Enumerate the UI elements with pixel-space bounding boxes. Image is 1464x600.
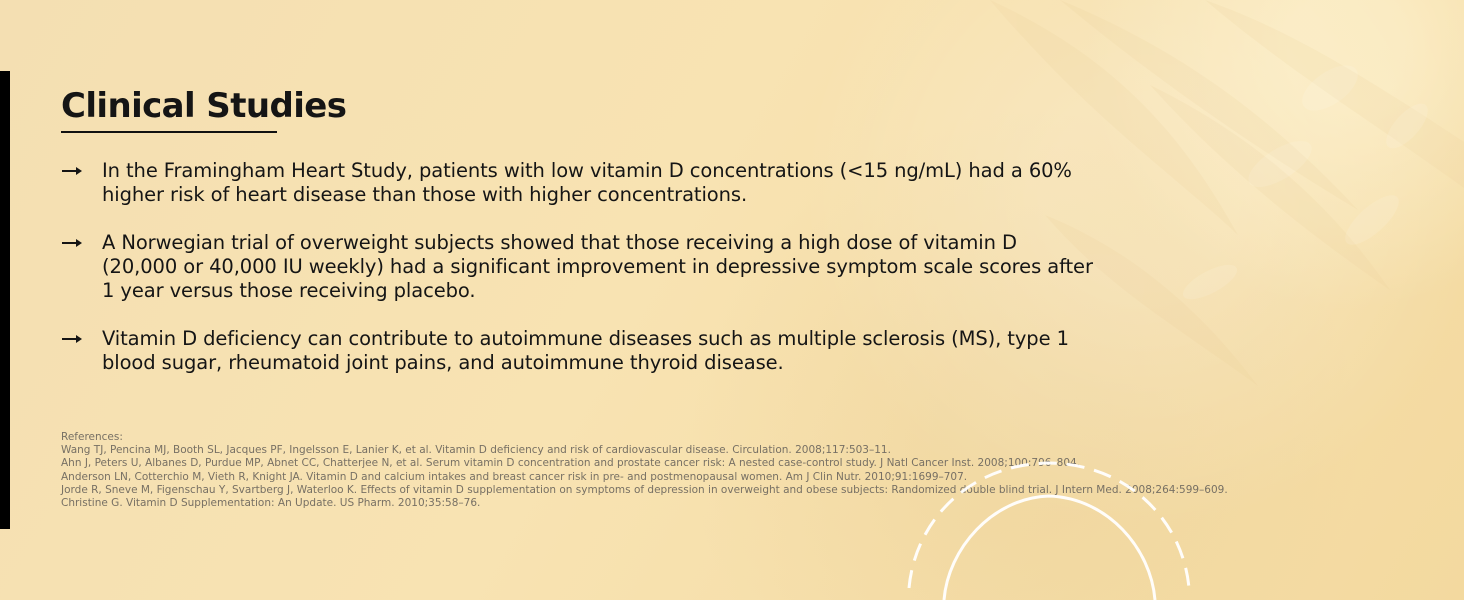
clinical-finding-line-2: blood sugar, rheumatoid joint pains, and autoimmune thyroid disease. <box>102 351 784 374</box>
clinical-finding-line-1: In the Framingham Heart Study, patients with low vitamin D concentrations (<15 ng/mL) had a 60% <box>102 159 1072 182</box>
title-underline <box>61 131 277 133</box>
clinical-finding-line-2: higher risk of heart disease than those with higher concentrations. <box>102 183 748 206</box>
arrow-right-icon <box>61 327 83 351</box>
clinical-finding-item <box>61 159 1151 207</box>
reference-item: Anderson LN, Cotterchio M, Vieth R, Knight JA. Vitamin D and calcium intakes and breast cancer risk in pre- and postmenopausal women. Am J Clin Nutr. 2010;91:1699–707. <box>61 470 968 483</box>
reference-item: Jorde R, Sneve M, Figenschau Y, Svartberg J, Waterloo K. Effects of vitamin D supplementation on symptoms of depression in overweight and obese subjects: Randomized double blind trial. J Intern Med. 2008;264:599–609. <box>61 483 1228 496</box>
arrow-right-icon <box>61 231 83 255</box>
reference-item: Ahn J, Peters U, Albanes D, Purdue MP, Abnet CC, Chatterjee N, et al. Serum vitamin D concentration and prostate cancer risk: A nested case-control study. J Natl Cancer Inst. 2008;100:796–804. <box>61 457 1081 470</box>
arrow-right-icon <box>61 159 83 183</box>
reference-item: Wang TJ, Pencina MJ, Booth SL, Jacques PF, Ingelsson E, Lanier K, et al. Vitamin D deficiency and risk of cardiovascular disease. Circulation. 2008;117:503–11. <box>61 444 891 457</box>
references-section <box>61 431 1291 510</box>
clinical-finding-line-3: 1 year versus those receiving placebo. <box>102 279 476 302</box>
clinical-findings-list <box>61 159 1151 399</box>
reference-item: Christine G. Vitamin D Supplementation: An Update. US Pharm. 2010;35:58–76. <box>61 497 481 510</box>
clinical-finding-item <box>61 327 1151 375</box>
clinical-finding-line-1: Vitamin D deficiency can contribute to autoimmune diseases such as multiple sclerosis (MS), type 1 <box>102 327 1069 350</box>
page-title: Clinical Studies <box>61 86 347 126</box>
clinical-finding-line-1: A Norwegian trial of overweight subjects showed that those receiving a high dose of vitamin D <box>102 231 1017 254</box>
clinical-finding-line-2: (20,000 or 40,000 IU weekly) had a significant improvement in depressive symptom scale scores after <box>102 255 1093 278</box>
clinical-finding-item <box>61 231 1151 303</box>
left-accent-bar <box>0 71 10 529</box>
references-title: References: <box>61 431 123 443</box>
